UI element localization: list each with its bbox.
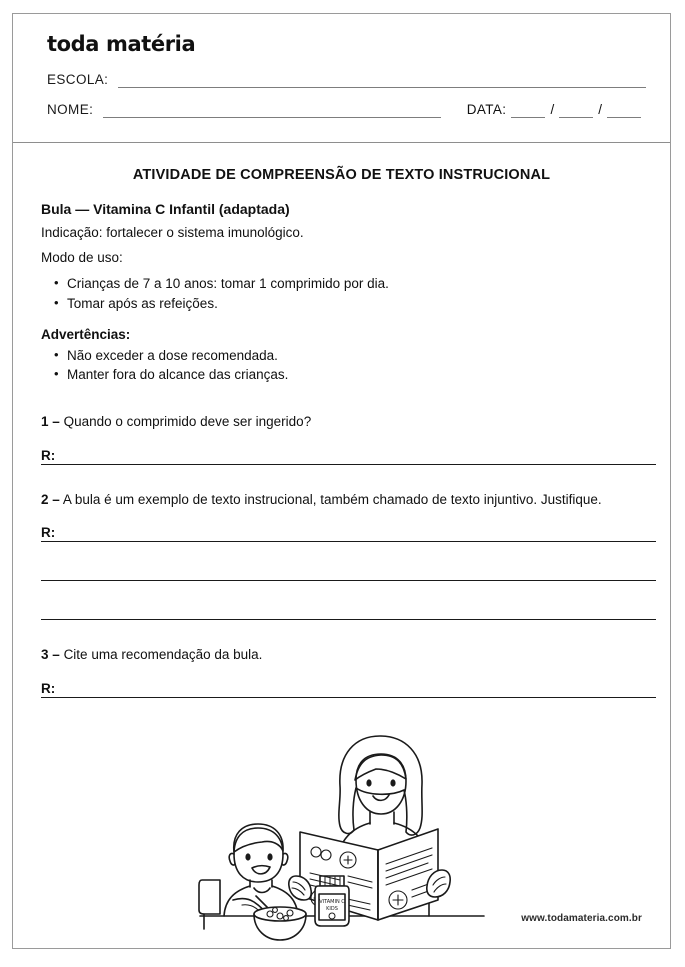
school-input-rule[interactable] [118,74,646,88]
question-text-2 [41,491,648,510]
question-number-3: 3 [41,647,49,663]
date-field-group [467,102,646,118]
answer-line-2-1[interactable] [41,519,656,542]
woman-eye-right [390,780,395,787]
date-separator-1: / [550,102,555,117]
question-number-2: 2 [41,491,49,507]
passage-usage-heading: Modo de uso: [41,250,123,266]
question-dash-2: – [52,491,60,507]
date-separator-2: / [598,102,602,117]
answer-label-1: R: [41,448,59,463]
worksheet-content [13,143,670,946]
page-header [13,14,670,143]
date-day-rule[interactable] [511,104,545,118]
warnings-list [41,346,648,385]
answer-line-2-3[interactable] [41,599,656,620]
boy-hand [242,905,258,910]
question-text-3 [41,646,648,665]
answer-label-2: R: [41,525,59,540]
question-prompt-1: Quando o comprimido deve ser ingerido? [63,413,312,429]
school-field-row [47,72,646,88]
passage-warnings-heading: Advertências: [41,326,131,342]
reading-passage [41,201,648,385]
question-prompt-3: Cite uma recomendação da bula. [63,647,263,663]
illustration-mother-reading-leaflet [192,724,492,946]
list-item: • Tomar após as refeições. [67,294,648,314]
footer-url: www.todamateria.com.br [521,913,642,924]
list-item: • Crianças de 7 a 10 anos: tomar 1 comprimido por dia. [67,274,648,294]
woman-face [356,754,406,814]
list-item: • Manter fora do alcance das crianças. [67,365,648,385]
bottle-label-text-line2: KIDS [325,906,338,913]
boy-eye-left [245,854,250,861]
woman-smile [373,795,389,800]
passage-title: Bula — Vitamina C Infantil (adaptada) [41,201,290,217]
woman-hair [338,736,421,835]
school-label: ESCOLA: [47,72,109,87]
usage-list [41,274,648,313]
bottle-label-text-line1: VITAMIN C [318,899,345,906]
question-prompt-2: A bula é um exemplo de texto instrucional, também chamado de texto injuntivo. Justifique. [62,491,602,507]
answer-line-3-1[interactable] [41,675,656,698]
boy-shirt-left [224,886,250,916]
date-month-rule[interactable] [559,104,593,118]
question-dash-3: – [52,647,60,663]
boy-eye-right [267,854,272,861]
question-block-2 [41,491,648,621]
passage-indication: Indicação: fortalecer o sistema imunológico. [41,225,304,240]
questions-section [41,413,648,699]
worksheet-title: ATIVIDADE DE COMPREENSÃO DE TEXTO INSTRUCIONAL [132,167,551,183]
woman-fringe [355,755,406,780]
question-text-1 [41,413,648,432]
boy-collar [254,888,270,893]
answer-label-3: R: [41,681,59,696]
list-item: • Não exceder a dose recomendada. [67,346,648,366]
question-block-3 [41,646,648,698]
worksheet-page [12,13,671,949]
boy-smile [252,866,270,874]
date-year-rule[interactable] [607,104,641,118]
woman-eye-left [366,780,371,787]
answer-line-1-1[interactable] [41,442,656,465]
question-dash-1: – [52,413,60,429]
name-date-field-row [47,102,646,118]
name-label: NOME: [47,102,94,117]
chair-back [199,880,220,914]
date-label: DATA: [466,102,507,117]
name-input-rule[interactable] [103,104,440,118]
question-block-1 [41,413,648,465]
answer-line-2-2[interactable] [41,560,656,581]
brand-logo: toda matéria [47,32,196,56]
question-number-1: 1 [41,413,49,429]
